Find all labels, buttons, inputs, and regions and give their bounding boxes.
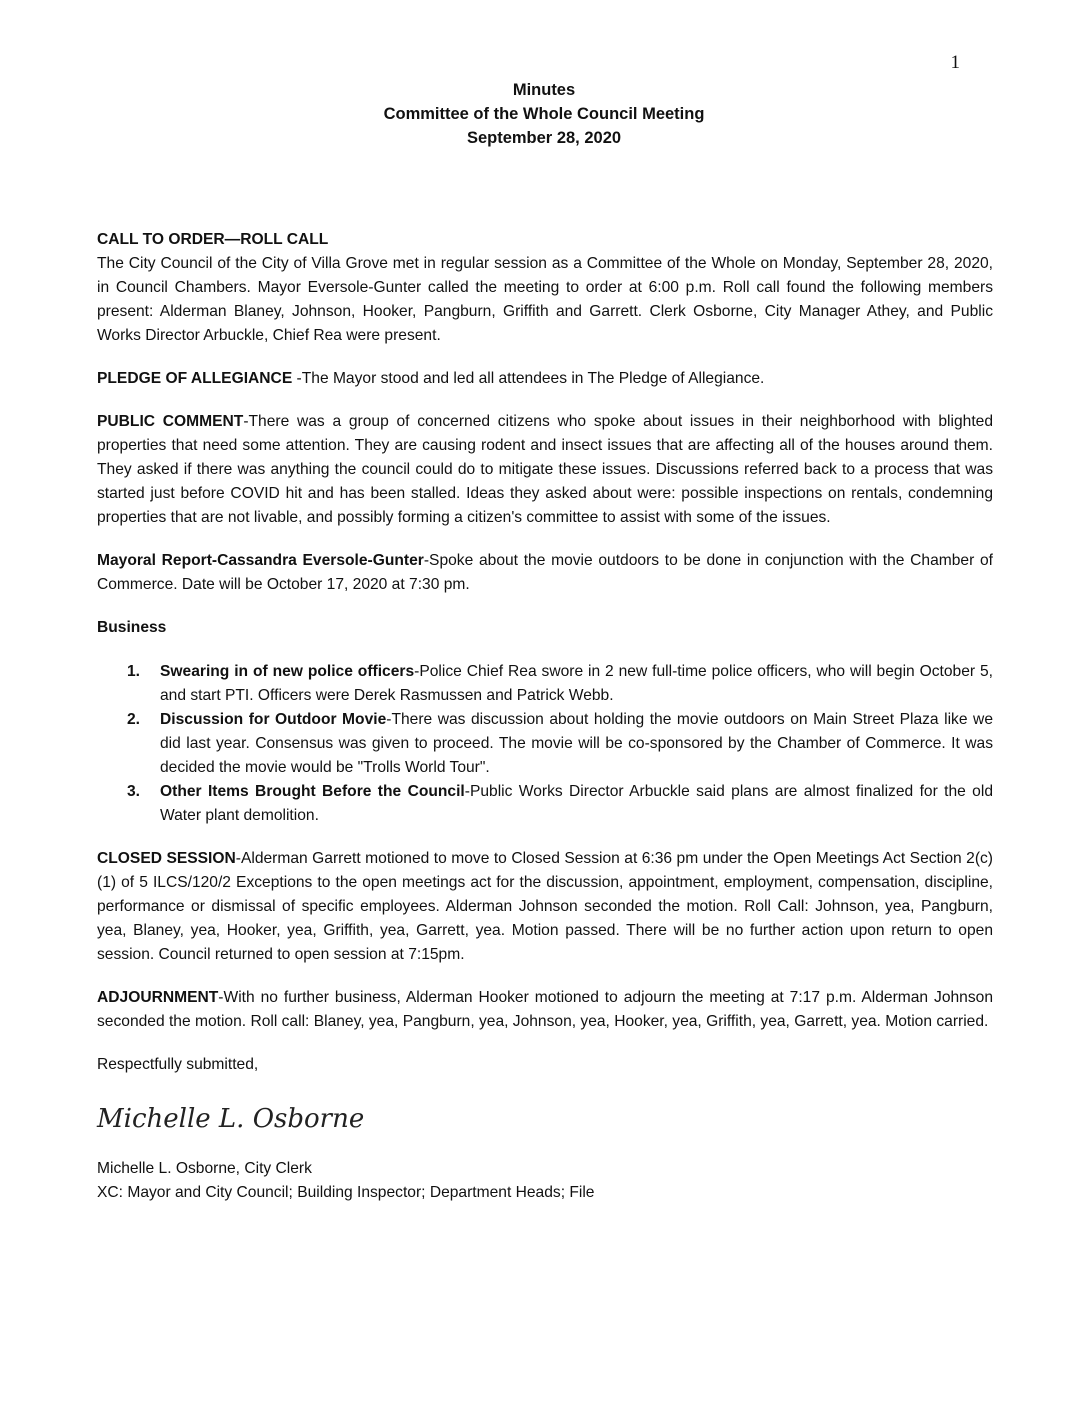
business-item-number: 2. xyxy=(127,711,141,728)
signature-graphic xyxy=(97,1091,365,1145)
call-to-order-section xyxy=(97,228,993,348)
closed-session-title: CLOSED SESSION xyxy=(97,850,236,867)
public-comment-title: PUBLIC COMMENT xyxy=(97,413,244,430)
mayoral-report-text: -Spoke about the movie outdoors to be done in conjunction with the Chamber of Commerce. Date will be October 17, 2020 at 7:30 pm. xyxy=(97,552,994,593)
heading-minutes: Minutes xyxy=(512,81,576,99)
adjournment-text: -With no further business, Alderman Hooker motioned to adjourn the meeting at 7:17 p.m. Alderman Johnson seconded the motion. Roll call: Blaney, yea, Pangburn, yea, Johnson, yea, Hooker, yea, Griffith, yea, Garrett, yea. Motion carried. xyxy=(97,989,993,1030)
signature-text: Michelle L. Osborne xyxy=(97,1104,365,1134)
closed-session-text: -Alderman Garrett motioned to move to Closed Session at 6:36 pm under the Open Meetings Act Section 2(c)(1) of 5 ILCS/120/2 Exceptions to the open meetings act for the discussion, appointment, employment, compensation, discipline, performance or dismissal of specific employees. Alderman Johnson seconded the motion. Roll Call: Johnson, yea, Pangburn, yea, Blaney, yea, Hooker, yea, Griffith, yea, Garrett, yea. Motion passed. There will be no further action upon return to open session. Council returned to open session at 7:15pm. xyxy=(97,850,994,963)
closed-session-section xyxy=(97,847,993,967)
heading-date: September 28, 2020 xyxy=(466,129,622,147)
business-item xyxy=(127,708,993,780)
adjournment-title: ADJOURNMENT xyxy=(97,989,219,1006)
pledge-text: -The Mayor stood and led all attendees in The Pledge of Allegiance. xyxy=(292,370,765,387)
business-item xyxy=(127,780,993,828)
business-item-number: 3. xyxy=(127,783,141,800)
respectfully-submitted: Respectfully submitted, xyxy=(97,1056,259,1073)
handwritten-signature xyxy=(97,1091,993,1145)
xc-distribution: XC: Mayor and City Council; Building Inspector; Department Heads; File xyxy=(97,1184,595,1201)
business-item-text: -Public Works Director Arbuckle said plans are almost finalized for the old Water plant demolition. xyxy=(160,783,993,824)
clerk-name-title: Michelle L. Osborne, City Clerk xyxy=(97,1160,312,1177)
page-number: 1 xyxy=(950,52,960,73)
business-item-number: 1. xyxy=(127,663,141,680)
business-item-title: Discussion for Outdoor Movie xyxy=(160,711,387,728)
heading-meeting-name: Committee of the Whole Council Meeting xyxy=(383,105,705,123)
business-item-title: Other Items Brought Before the Council xyxy=(160,783,465,800)
call-to-order-title: CALL TO ORDER—ROLL CALL xyxy=(97,231,329,248)
business-item-text: -Police Chief Rea swore in 2 new full-time police officers, who will begin October 5, and start PTI. Officers were Derek Rasmussen and Patrick Webb. xyxy=(160,663,993,704)
mayoral-report-section xyxy=(97,549,993,597)
adjournment-section xyxy=(97,986,993,1034)
pledge-title: PLEDGE OF ALLEGIANCE xyxy=(97,370,293,387)
business-items xyxy=(97,660,993,828)
business-title: Business xyxy=(97,619,167,636)
public-comment-text: -There was a group of concerned citizens who spoke about issues in their neighborhood with blighted properties that need some attention. They are causing rodent and insect issues that are affecting all of the houses around them. They asked if there was anything the council could do to mitigate these issues. Discussions referred back to a process that was started just before COVID hit and has been stalled. Ideas they asked about were: possible inspections on rentals, condemning properties that are not livable, and possibly forming a citizen's committee to assist with some of the issues. xyxy=(97,413,993,526)
business-item xyxy=(127,660,993,708)
document-body xyxy=(97,228,993,1205)
call-to-order-text: The City Council of the City of Villa Grove met in regular session as a Committee of the Whole on Monday, September 28, 2020, in Council Chambers. Mayor Eversole-Gunter called the meeting to order at 6:00 p.m. Roll call found the following members present: Alderman Blaney, Johnson, Hooker, Pangburn, Griffith and Garrett. Clerk Osborne, City Manager Athey, and Public Works Director Arbuckle, Chief Rea were present. xyxy=(97,255,993,344)
business-item-text: -There was discussion about holding the movie outdoors on Main Street Plaza like we did last year. Consensus was given to proceed. The movie will be co-sponsored by the Chamber of Commerce. It was decided the movie would be "Trolls World Tour". xyxy=(160,711,993,776)
mayoral-report-title: Mayoral Report-Cassandra Eversole-Gunter xyxy=(97,552,424,569)
pledge-section xyxy=(97,367,993,391)
public-comment-section xyxy=(97,410,993,530)
business-item-title: Swearing in of new police officers xyxy=(160,663,415,680)
document-heading xyxy=(0,78,1088,150)
